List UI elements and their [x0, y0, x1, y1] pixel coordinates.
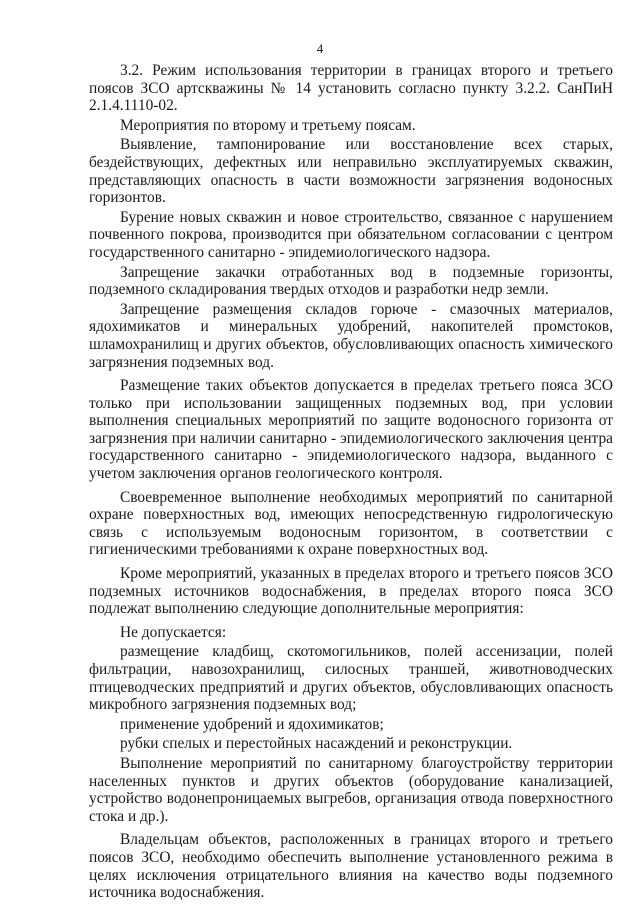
list-item-fertilizers: применение удобрений и ядохимикатов; — [120, 715, 384, 733]
paragraph-injection-ban: Запрещение закачки отработанных вод в подземные горизонты, подземного складирования твердых отходов и разработки недр земли. — [89, 263, 613, 299]
paragraph-not-allowed: Не допускается: — [120, 623, 227, 641]
paragraph-owners: Владельцам объектов, расположенных в границах второго и третьего поясов ЗСО, необходимо обеспечить выполнение установленного режима в целях исключения отрицательного влияния на качество воды подземного источника водоснабжения. — [89, 831, 613, 902]
page-number: 4 — [316, 41, 324, 56]
paragraph-additional: Кроме мероприятий, указанных в пределах второго и третьего поясов ЗСО подземных источников водоснабжения, в пределах второго пояса ЗСО подлежат выполнению следующие дополнительные мероприятия: — [89, 565, 613, 618]
paragraph-sanitation: Выполнение мероприятий по санитарному благоустройству территории населенных пунктов и других объектов (оборудование канализацией, устройство водонепроницаемых выгребов, организация отвода поверхностного стока и др.). — [89, 754, 613, 825]
paragraph-placement: Размещение таких объектов допускается в пределах третьего пояса ЗСО только при использовании защищенных подземных вод, при условии выполнения специальных мероприятий по защите водоносного горизонта от загрязнения при наличии санитарно - эпидемиологического заключения центра государственного санитарно - эпидемиологического надзора, выданного с учетом заключения органов геологического контроля. — [89, 377, 613, 483]
paragraph-wells: Выявление, тампонирование или восстановление всех старых, бездействующих, дефектных или неправильно эксплуатируемых скважин, представляющих опасность в части возможности загрязнения водоносных горизонтов. — [89, 136, 613, 207]
list-item-logging: рубки спелых и перестойных насаждений и реконструкции. — [120, 735, 513, 753]
paragraph-storage-ban: Запрещение размещения складов горюче - смазочных материалов, ядохимикатов и минеральных удобрений, накопителей промстоков, шламохранилищ и других объектов, обусловливающих опасность химического загрязнения подземных вод. — [89, 300, 613, 371]
paragraph-surface-water: Своевременное выполнение необходимых мероприятий по санитарной охране поверхностных вод, имеющих непосредственную гидрологическую связь с используемым водоносным горизонтом, в соответствии с гигиеническими требованиями к охране поверхностных вод. — [89, 488, 613, 559]
paragraph-heading-zones: Мероприятия по второму и третьему поясам. — [120, 116, 416, 134]
list-item-cemeteries: размещение кладбищ, скотомогильников, полей ассенизации, полей фильтрации, навозохранилищ, силосных траншей, животноводческих птицеводческих предприятий и других объектов, обусловливающих опасность микробного загрязнения подземных вод; — [89, 643, 613, 714]
paragraph-3-2: 3.2. Режим использования территории в границах второго и третьего поясов ЗСО артскважины № 14 установить согласно пункту 3.2.2. СанПиН 2.1.4.1110-02. — [89, 62, 613, 115]
paragraph-drilling: Бурение новых скважин и новое строительство, связанное с нарушением почвенного покрова, производится при обязательном согласовании с центром государственного санитарно - эпидемиологического надзора. — [89, 208, 613, 261]
document-body — [89, 62, 613, 902]
